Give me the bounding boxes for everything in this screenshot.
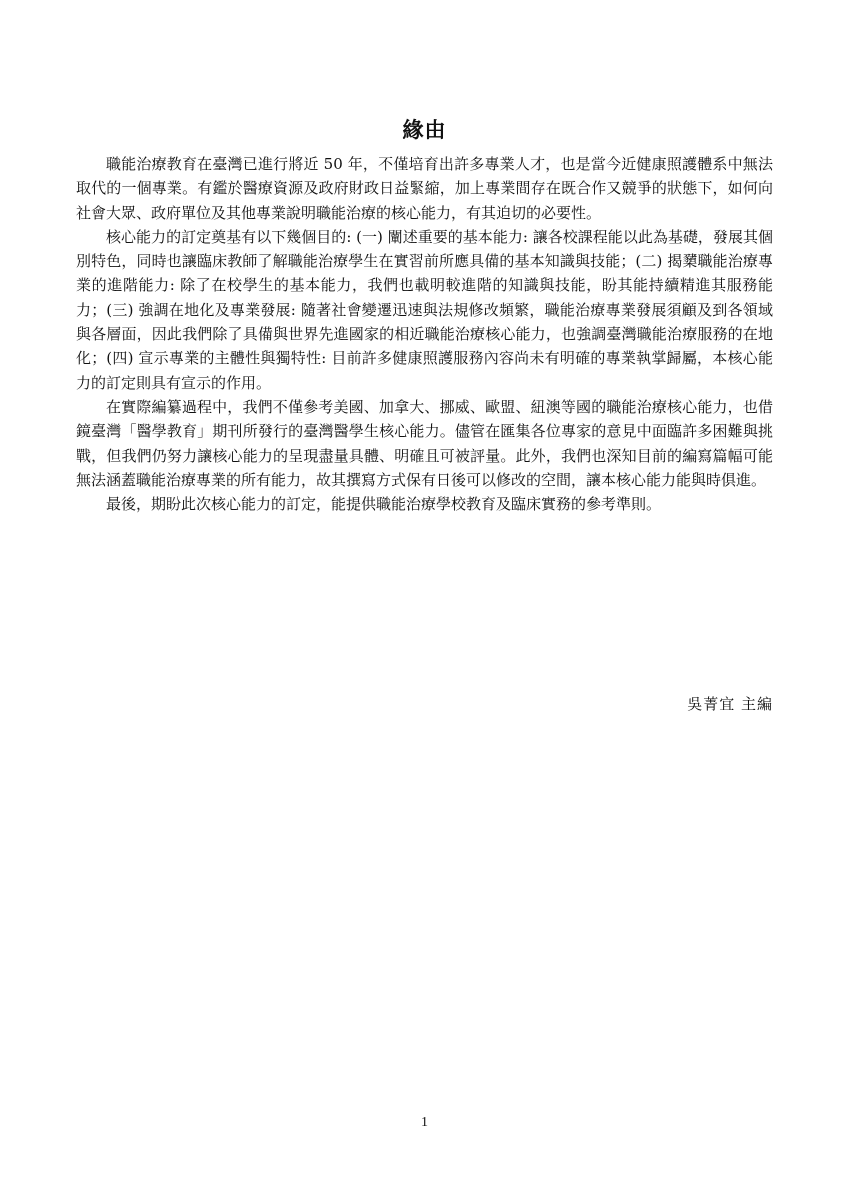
page-title: 緣由 <box>402 117 447 142</box>
paragraph-process: 在實際編纂過程中，我們不僅參考美國、加拿大、挪威、歐盟、紐澳等國的職能治療核心能力，也借鏡臺灣「醫學教育」期刊所發行的臺灣醫學生核心能力。儘管在匯集各位專家的意見中面臨許多困難與挑戰，但我們仍努力讓核心能力的呈現盡量具體、明確且可被評量。此外，我們也深知目前的編寫篇幅可能無法涵蓋職能治療專業的所有能力，故其撰寫方式保有日後可以修改的空間，讓本核心能力能與時俱進。 <box>76 397 773 489</box>
body-text <box>76 152 773 516</box>
editor-signature: 吳菁宜 主編 <box>687 695 773 713</box>
paragraph-background: 職能治療教育在臺灣已進行將近 50 年，不僅培育出許多專業人才，也是當今近健康照護體系中無法取代的一個專業。有鑑於醫療資源及政府財政日益緊縮，加上專業間存在既合作又競爭的狀態下，如何向社會大眾、政府單位及其他專業說明職能治療的核心能力，有其迫切的必要性。 <box>76 155 773 222</box>
page-number: 1 <box>421 1115 428 1130</box>
paragraph-objectives: 核心能力的訂定奠基有以下幾個目的: (一) 闡述重要的基本能力: 讓各校課程能以此為基礎，發展其個別特色，同時也讓臨床教師了解職能治療學生在實習前所應具備的基本知識與技能；(二) 揭櫫職能治療專業的進階能力: 除了在校學生的基本能力，我們也載明較進階的知識與技能，盼其能持續精進其服務能力；(三) 強調在地化及專業發展: 隨著社會變遷迅速與法規修改頻繁，職能治療專業發展須顧及到各領域與各層面，因此我們除了具備與世界先進國家的相近職能治療核心能力，也強調臺灣職能治療服務的在地化；(四) 宣示專業的主體性與獨特性: 目前許多健康照護服務內容尚未有明確的專業執掌歸屬，本核心能力的訂定則具有宣示的作用。 <box>76 227 773 392</box>
paragraph-conclusion: 最後，期盼此次核心能力的訂定，能提供職能治療學校教育及臨床實務的參考準則。 <box>106 495 662 514</box>
